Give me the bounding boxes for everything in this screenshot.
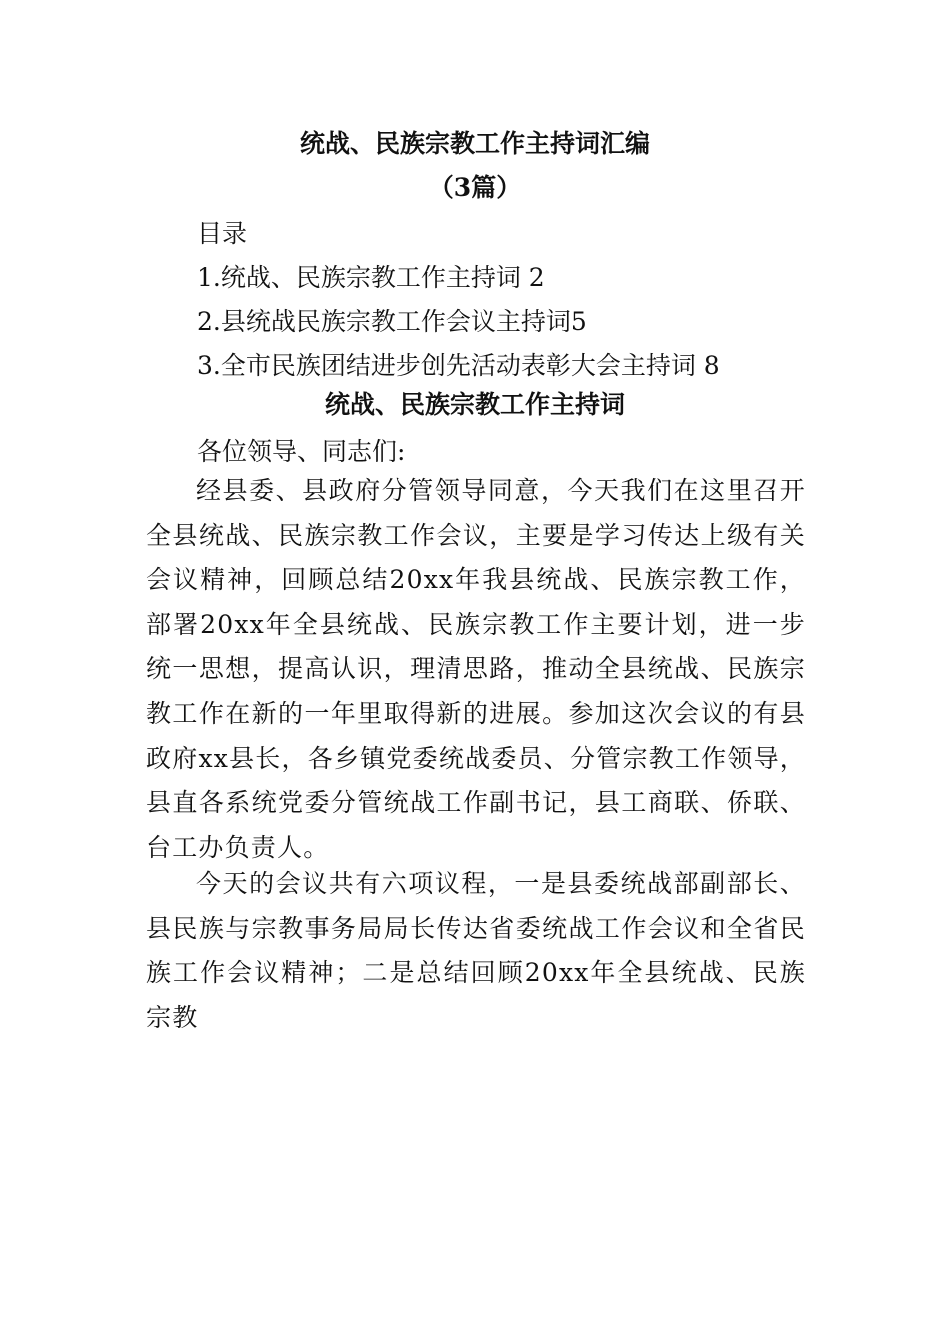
section-title: 统战、民族宗教工作主持词 [324, 390, 625, 419]
document-title: 统战、民族宗教工作主持词汇编 [299, 129, 650, 158]
toc-item: 2.县统战民族宗教工作会议主持词5 [197, 307, 587, 336]
body-paragraph: 经县委、县政府分管领导同意，今天我们在这里召开全县统战、民族宗教工作会议，主要是学习传达上级有关会议精神，回顾总结20xx年我县统战、民族宗教工作，部署20xx年全县统战、民族宗教工作主要计划，进一步统一思想，提高认识，理清思路，推动全县统战、民族宗教工作在新的一年里取得新的进展。参加这次会议的有县政府xx县长，各乡镇党委统战委员、分管宗教工作领导，县直各系统党委分管统战工作副书记，县工商联、侨联、台工办负责人。 [146, 476, 806, 862]
greeting: 各位领导、同志们: [197, 437, 406, 466]
toc-item: 3.全市民族团结进步创先活动表彰大会主持词 8 [197, 351, 720, 380]
body-paragraph: 今天的会议共有六项议程，一是县委统战部副部长、县民族与宗教事务局局长传达省委统战工作会议和全省民族工作会议精神；二是总结回顾20xx年全县统战、民族宗教 [146, 869, 806, 1032]
document-subtitle: （3篇） [428, 173, 522, 202]
toc-heading: 目录 [197, 219, 248, 248]
toc-item: 1.统战、民族宗教工作主持词 2 [197, 263, 545, 292]
